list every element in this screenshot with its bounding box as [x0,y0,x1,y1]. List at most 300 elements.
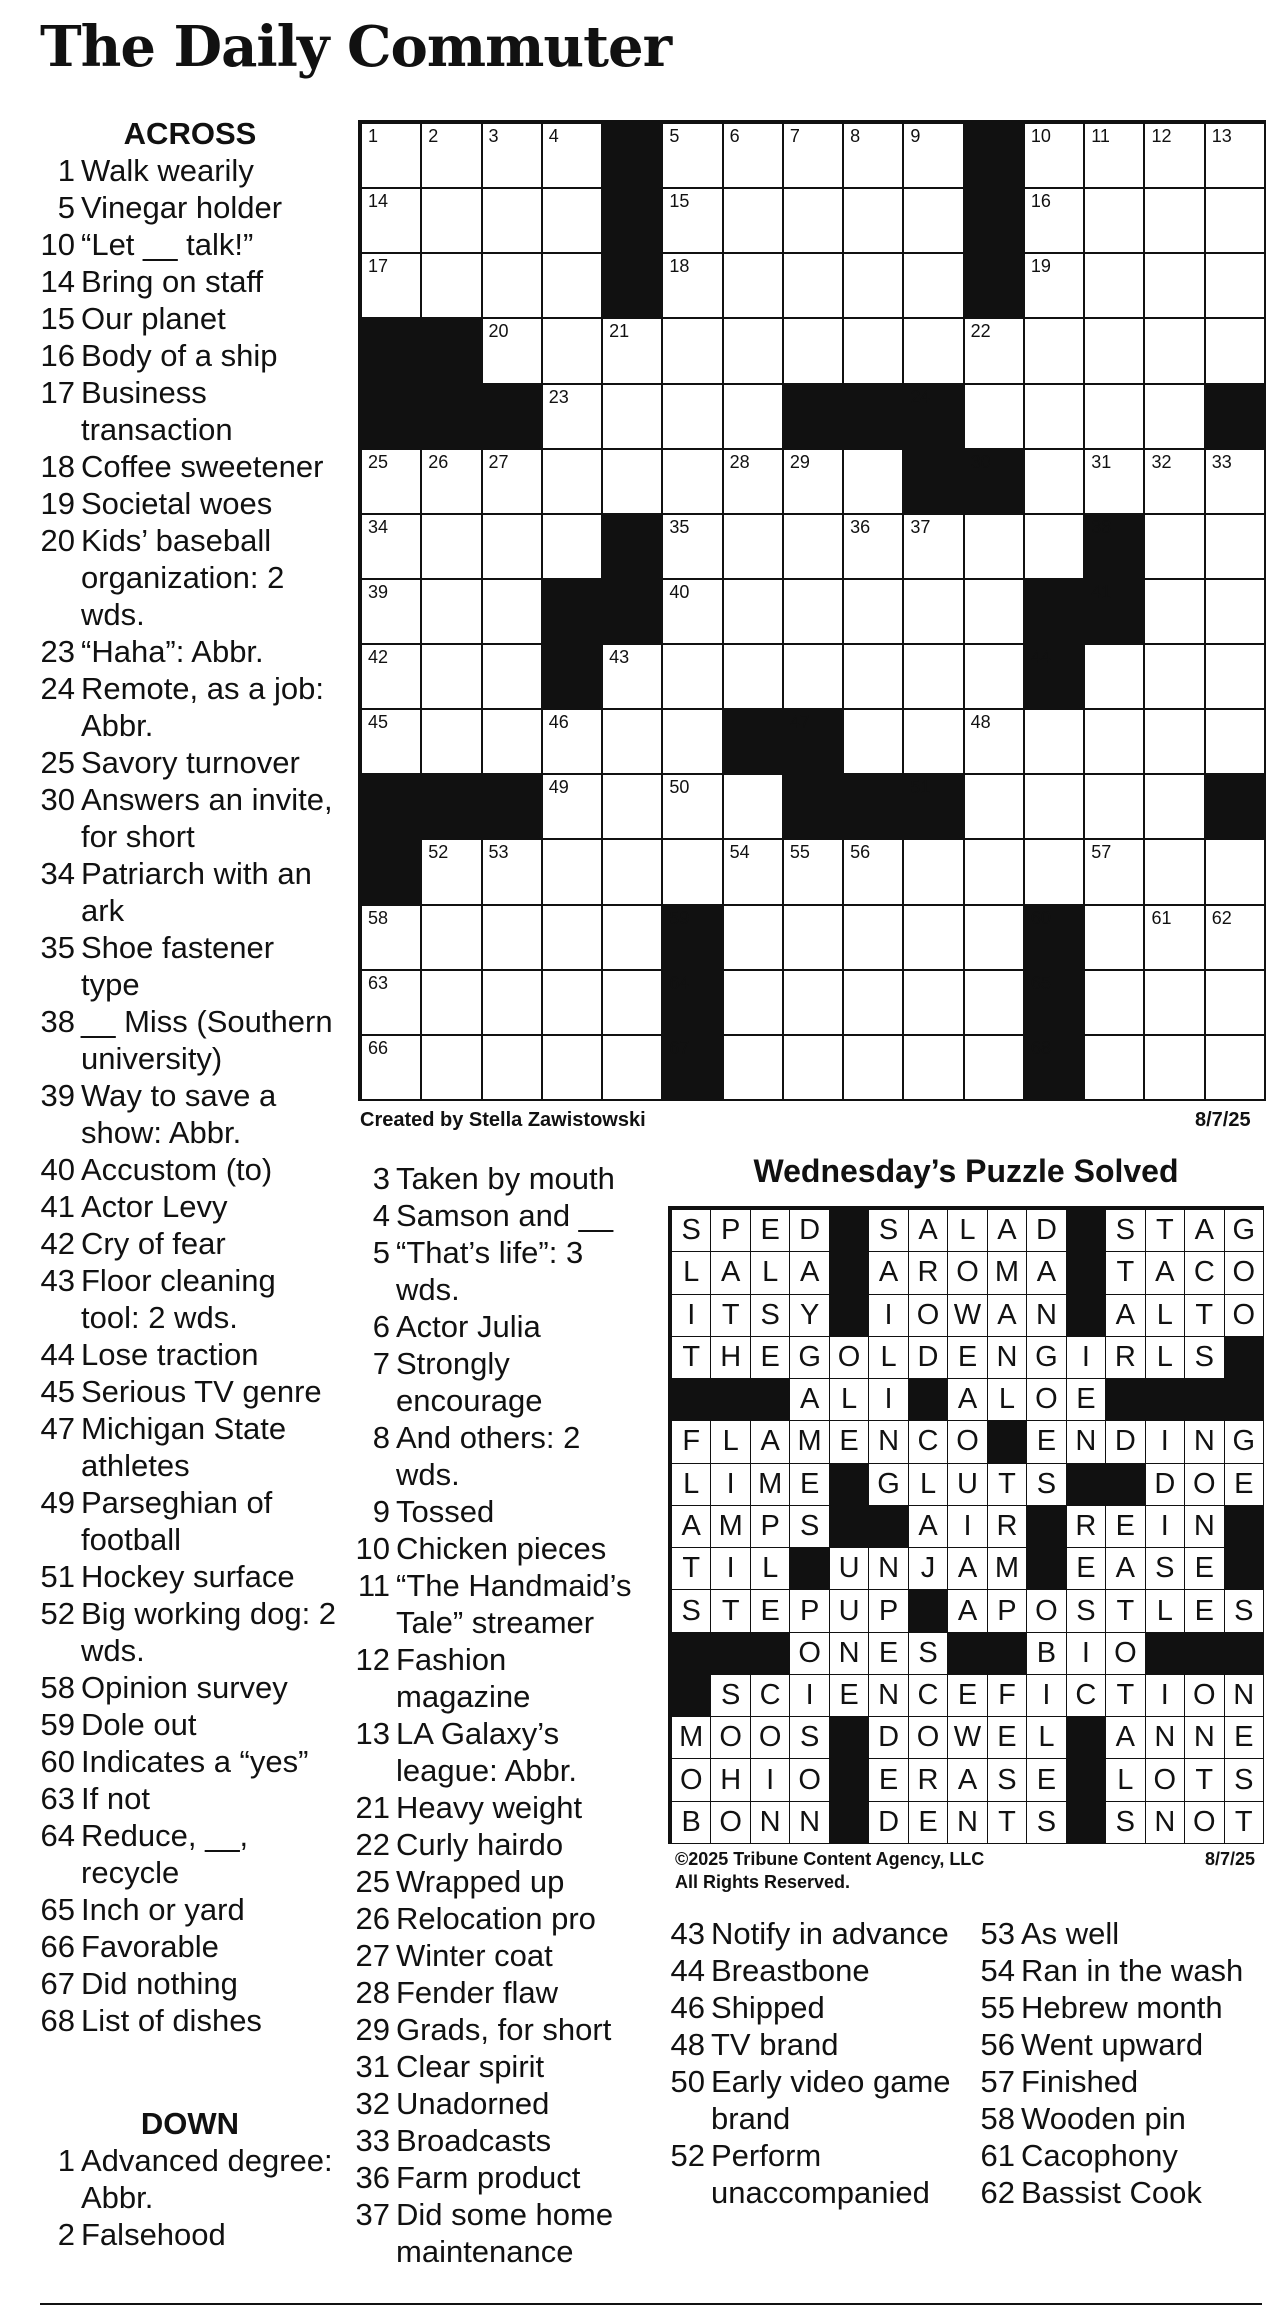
grid-cell[interactable] [1145,840,1205,905]
solution-letter: O [1193,1679,1216,1712]
black-square [1185,1633,1224,1675]
grid-cell [751,1295,790,1337]
grid-cell[interactable] [603,1036,663,1101]
clue-item [975,2174,1275,2211]
grid-cell[interactable] [904,645,964,710]
clue-item [665,2026,965,2063]
solution-letter: A [1115,1298,1136,1331]
grid-cell[interactable] [1025,515,1085,580]
grid-cell[interactable] [724,385,784,450]
clue-number: 29 [355,2012,390,2047]
grid-cell[interactable] [965,840,1025,905]
grid-cell[interactable] [844,971,904,1036]
solution-letter: E [1234,1721,1254,1754]
clue-text: Savory turnover [81,745,300,780]
grid-cell [1185,1464,1224,1506]
solution-letter: E [1036,1763,1057,1796]
clue-number: 59 [40,1707,75,1742]
grid-cell[interactable] [1145,189,1205,254]
grid-cell [909,1295,948,1337]
grid-cell[interactable] [422,515,482,580]
grid-cell[interactable] [1206,645,1266,710]
grid-cell[interactable] [1085,906,1145,971]
grid-cell[interactable] [1206,1036,1266,1101]
grid-cell [830,1675,869,1717]
grid-cell[interactable] [663,840,723,905]
clue-number: 65 [40,1892,75,1927]
grid-cell[interactable] [965,580,1025,645]
grid-cell [672,1421,711,1463]
clue-number: 55 [980,1990,1015,2025]
grid-cell[interactable] [483,906,543,971]
grid-cell [948,1759,987,1801]
grid-cell[interactable] [1145,971,1205,1036]
solution-letter: M [797,1425,822,1458]
cell-number: 24 [910,386,931,407]
grid-cell[interactable] [1145,1036,1205,1101]
grid-cell [1146,1759,1185,1801]
clue-number: 24 [40,671,75,706]
grid-cell[interactable] [603,775,663,840]
grid-cell [672,1506,711,1548]
grid-cell[interactable] [904,1036,964,1101]
clue-item [40,1558,340,1595]
grid-cell[interactable] [844,710,904,775]
grid-cell[interactable] [1206,319,1266,384]
clue-text: Body of a ship [81,338,278,373]
grid-cell[interactable] [1085,189,1145,254]
cell-number: 47 [789,712,810,733]
grid-cell[interactable] [1025,450,1085,515]
grid-cell [790,1464,829,1506]
grid-cell[interactable] [422,971,482,1036]
solution-letter: O [1035,1383,1058,1416]
grid-cell[interactable] [904,971,964,1036]
cell-number: 56 [850,842,871,863]
solution-letter: O [798,1636,821,1669]
grid-cell[interactable] [1206,580,1266,645]
grid-cell[interactable] [844,319,904,384]
cell-number: 35 [669,516,690,537]
grid-cell[interactable] [603,710,663,775]
grid-cell[interactable] [1025,840,1085,905]
clue-number: 4 [372,1198,390,1233]
solution-letter: R [1114,1340,1136,1373]
solution-letter: L [683,1467,700,1500]
grid-cell[interactable] [965,906,1025,971]
grid-cell[interactable] [844,450,904,515]
clue-item [40,337,340,374]
grid-cell[interactable] [844,254,904,319]
clue-number: 31 [355,2049,390,2084]
grid-cell[interactable] [965,971,1025,1036]
grid-cell[interactable] [1145,645,1205,710]
clue-text: Wooden pin [1021,2101,1186,2136]
grid-cell[interactable] [784,971,844,1036]
grid-cell[interactable] [1085,319,1145,384]
grid-cell[interactable] [784,1036,844,1101]
grid-cell[interactable] [844,645,904,710]
grid-cell[interactable] [904,710,964,775]
solution-letter: N [838,1636,860,1669]
grid-cell [790,1759,829,1801]
solution-letter: E [760,1214,780,1247]
grid-cell [869,1633,908,1675]
clue-text: Parseghian of football [81,1485,273,1557]
grid-cell[interactable] [1206,840,1266,905]
grid-cell[interactable] [483,254,543,319]
solution-letter: M [718,1509,743,1542]
grid-cell[interactable] [663,645,723,710]
grid-cell[interactable] [904,580,964,645]
grid-cell[interactable] [543,1036,603,1101]
grid-cell[interactable] [784,645,844,710]
grid-cell [1146,1506,1185,1548]
black-square [711,1633,750,1675]
grid-cell[interactable] [1145,775,1205,840]
grid-cell [751,1675,790,1717]
grid-cell[interactable] [1145,385,1205,450]
clue-number: 49 [40,1485,75,1520]
grid-cell[interactable] [543,450,603,515]
grid-cell[interactable] [483,1036,543,1101]
clue-item [350,1715,640,1789]
solution-letter: I [1081,1340,1090,1373]
grid-cell [1185,1295,1224,1337]
grid-cell [869,1379,908,1421]
grid-cell[interactable] [603,906,663,971]
cell-number: 28 [729,451,750,472]
clue-item [350,1197,640,1234]
grid-cell[interactable] [724,580,784,645]
grid-cell [988,1675,1027,1717]
grid-cell[interactable] [844,189,904,254]
grid-cell[interactable] [543,906,603,971]
grid-cell[interactable] [1145,319,1205,384]
cell-number: 51 [910,777,931,798]
grid-cell [1146,1421,1185,1463]
black-square [965,189,1025,254]
grid-cell [830,1548,869,1590]
clue-number: 6 [372,1309,390,1344]
grid-cell[interactable] [603,840,663,905]
clue-text: As well [1021,1916,1120,1951]
cell-number: 40 [669,581,690,602]
grid-cell [1067,1379,1106,1421]
grid-cell[interactable] [422,906,482,971]
clue-number: 58 [40,1670,75,1705]
grid-cell[interactable] [965,775,1025,840]
clue-number: 26 [355,1901,390,1936]
grid-cell [672,1337,711,1379]
solution-letter: C [1193,1256,1215,1289]
solution-letter: L [683,1256,700,1289]
grid-cell[interactable] [1206,971,1266,1036]
grid-cell[interactable] [784,189,844,254]
clue-number: 58 [980,2101,1015,2136]
black-square [603,515,663,580]
grid-cell [751,1802,790,1844]
grid-cell[interactable] [1025,319,1085,384]
clue-text: Big working dog: 2 wds. [81,1596,337,1668]
grid-cell[interactable] [1085,385,1145,450]
solution-letter: I [963,1509,972,1542]
grid-cell [790,1506,829,1548]
grid-cell[interactable] [422,580,482,645]
grid-cell[interactable] [904,840,964,905]
clue-item [40,226,340,263]
grid-cell[interactable] [1206,515,1266,580]
black-square [1225,1548,1264,1590]
solution-letter: L [1156,1594,1173,1627]
solution-letter: N [1233,1679,1255,1712]
clue-text: Clear spirit [396,2049,545,2084]
grid-cell[interactable] [663,319,723,384]
grid-cell [1146,1548,1185,1590]
solution-letter: P [997,1594,1017,1627]
grid-cell[interactable] [724,775,784,840]
grid-cell[interactable] [422,189,482,254]
grid-cell [711,1675,750,1717]
grid-cell [909,1210,948,1252]
cell-number: 31 [1091,451,1112,472]
grid-cell[interactable] [844,1036,904,1101]
grid-cell[interactable] [965,385,1025,450]
solution-letter: E [957,1679,978,1712]
grid-cell[interactable] [724,906,784,971]
grid-cell[interactable] [784,906,844,971]
clue-item [40,1743,340,1780]
black-square [724,710,784,775]
grid-cell[interactable] [1145,515,1205,580]
solution-letter: T [998,1805,1016,1838]
grid-cell[interactable] [904,319,964,384]
solution-letter: O [798,1763,821,1796]
grid-cell[interactable] [543,189,603,254]
clue-number: 20 [40,523,75,558]
grid-cell[interactable] [663,385,723,450]
cell-number: 49 [548,777,569,798]
solution-letter: I [805,1679,814,1712]
grid-cell [672,1802,711,1844]
black-square [965,124,1025,189]
grid-cell [1106,1337,1145,1379]
cell-number: 32 [1151,451,1172,472]
grid-cell[interactable] [663,450,723,515]
solution-letter: E [1194,1552,1214,1585]
grid-cell[interactable] [483,971,543,1036]
clue-text: Actor Julia [396,1309,541,1344]
solution-letter: S [760,1298,780,1331]
clue-number: 41 [40,1189,75,1224]
grid-cell[interactable] [904,254,964,319]
solution-letter: E [839,1425,859,1458]
grid-cell[interactable] [724,515,784,580]
grid-cell [1027,1379,1066,1421]
solution-letter: S [1194,1340,1214,1373]
grid-cell[interactable] [1145,580,1205,645]
grid-cell [869,1759,908,1801]
clue-text: Relocation pro [396,1901,596,1936]
solution-letter: L [919,1467,937,1500]
clue-item [40,1410,340,1484]
clue-item [350,1974,640,2011]
black-square [830,1506,869,1548]
grid-cell[interactable] [1206,254,1266,319]
grid-cell[interactable] [1085,710,1145,775]
grid-cell [988,1802,1027,1844]
grid-cell [711,1252,750,1294]
grid-cell [1067,1675,1106,1717]
solution-letter: O [956,1256,979,1289]
grid-cell[interactable] [724,189,784,254]
solution-letter: T [721,1594,740,1627]
cell-number: 38 [1091,516,1112,537]
cell-number: 60 [1030,907,1051,928]
cell-number: 59 [669,907,690,928]
grid-cell[interactable] [483,515,543,580]
grid-cell[interactable] [1025,775,1085,840]
clue-text: Favorable [81,1929,219,1964]
grid-cell[interactable] [422,645,482,710]
grid-cell[interactable] [543,254,603,319]
grid-cell [1225,1252,1264,1294]
grid-cell [711,1464,750,1506]
grid-cell[interactable] [543,515,603,580]
clue-item [40,2142,340,2216]
clue-number: 47 [40,1411,75,1446]
solution-letter: T [1195,1763,1214,1796]
clue-number: 64 [40,1818,75,1853]
solution-letter: M [994,1552,1020,1585]
grid-cell[interactable] [724,645,784,710]
grid-cell[interactable] [965,515,1025,580]
grid-cell[interactable] [1206,710,1266,775]
grid-cell[interactable] [603,450,663,515]
grid-cell [1146,1337,1185,1379]
solution-grid [668,1206,1264,1844]
grid-cell[interactable] [904,189,964,254]
grid-cell [948,1379,987,1421]
cell-number: 13 [1211,126,1232,146]
grid-cell[interactable] [965,1036,1025,1101]
clue-item [40,929,340,1003]
solution-letter: A [799,1256,820,1289]
clue-item [350,1567,640,1641]
grid-cell[interactable] [1085,971,1145,1036]
clue-number: 5 [57,190,75,225]
grid-cell [1185,1759,1224,1801]
grid-cell[interactable] [483,645,543,710]
grid-cell[interactable] [422,710,482,775]
grid-cell[interactable] [1085,775,1145,840]
grid-cell[interactable] [724,319,784,384]
solution-letter: O [758,1721,782,1754]
solution-letter: S [1115,1214,1136,1247]
grid-cell[interactable] [483,580,543,645]
cell-number: 65 [1030,972,1051,993]
clue-item [350,2196,640,2270]
black-square [948,1633,987,1675]
grid-cell[interactable] [603,971,663,1036]
clue-number: 21 [355,1790,390,1825]
cell-number: 54 [729,842,750,863]
grid-cell[interactable] [1025,710,1085,775]
grid-cell[interactable] [724,1036,784,1101]
crossword-grid[interactable] [358,120,1266,1101]
clue-number: 44 [40,1337,75,1372]
grid-cell[interactable] [784,319,844,384]
grid-cell[interactable] [1085,1036,1145,1101]
down-clues-col1 [40,2105,340,2253]
clue-item [40,1484,340,1558]
clue-item [665,1989,965,2026]
grid-cell [1146,1717,1185,1759]
clue-number: 13 [355,1716,390,1751]
cell-number: 63 [368,972,389,993]
grid-cell [948,1210,987,1252]
grid-cell[interactable] [784,515,844,580]
grid-cell[interactable] [603,385,663,450]
cell-number: 2 [428,126,439,146]
grid-cell [1106,1802,1145,1844]
grid-cell [948,1717,987,1759]
grid-cell[interactable] [724,971,784,1036]
grid-cell[interactable] [1085,645,1145,710]
grid-cell[interactable] [904,906,964,971]
clue-text: Inch or yard [81,1892,245,1927]
grid-cell[interactable] [422,254,482,319]
grid-cell[interactable] [483,710,543,775]
clue-item [350,1826,640,1863]
grid-cell[interactable] [1145,254,1205,319]
clue-number: 39 [40,1078,75,1113]
solution-letter: A [681,1509,701,1542]
grid-cell[interactable] [965,645,1025,710]
clue-text: Way to save a show: Abbr. [81,1078,277,1150]
clue-text: Serious TV genre [81,1374,322,1409]
grid-cell[interactable] [543,319,603,384]
grid-cell [1225,1464,1264,1506]
grid-cell[interactable] [1206,189,1266,254]
grid-cell[interactable] [422,1036,482,1101]
grid-cell[interactable] [784,254,844,319]
grid-cell[interactable] [844,906,904,971]
grid-cell[interactable] [844,580,904,645]
grid-cell [988,1210,1027,1252]
clue-text: Wrapped up [396,1864,565,1899]
grid-cell[interactable] [1145,710,1205,775]
grid-cell [869,1590,908,1632]
clue-text: Curly hairdo [396,1827,564,1862]
grid-cell [869,1252,908,1294]
grid-cell[interactable] [1025,385,1085,450]
clue-item [350,1937,640,1974]
solution-letter: S [1036,1805,1057,1838]
grid-cell[interactable] [543,840,603,905]
black-square [1106,1379,1145,1421]
grid-cell[interactable] [543,971,603,1036]
black-square [1206,775,1266,840]
grid-cell [948,1464,987,1506]
grid-cell[interactable] [724,254,784,319]
grid-cell[interactable] [663,710,723,775]
grid-cell [869,1675,908,1717]
grid-cell[interactable] [784,580,844,645]
grid-cell[interactable] [483,189,543,254]
grid-cell[interactable] [1085,254,1145,319]
grid-cell [790,1675,829,1717]
